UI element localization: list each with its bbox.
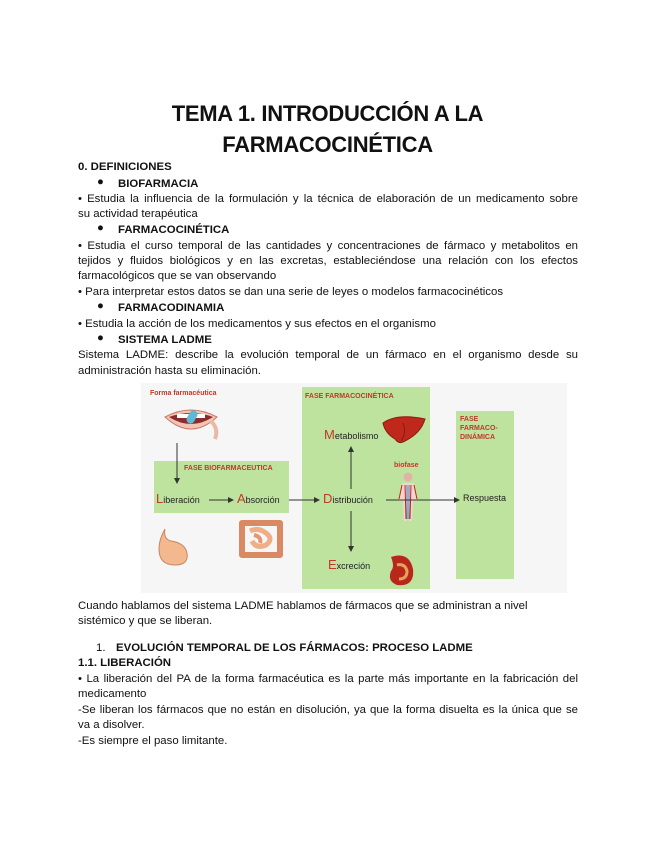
metabolismo-node: Metabolismo [324, 427, 379, 442]
biofase-label: biofase [394, 462, 419, 469]
ladme-diagram [141, 383, 567, 593]
liberacion-text-5: -Es siempre el paso limitante. [78, 735, 228, 747]
section-1-1-heading: 1.1. LIBERACIÓN [78, 657, 172, 669]
bullet: ● [97, 176, 104, 188]
liberacion-text-3: -Se liberan los fármacos que no están en disolución, ya que la forma disuelta es la única que se [78, 704, 578, 716]
farmacocinetica-heading: FARMACOCINÉTICA [118, 224, 230, 236]
excrecion-node: Excreción [328, 557, 371, 572]
respuesta-node: Respuesta [463, 493, 507, 503]
page-title: TEMA 1. INTRODUCCIÓN A LA FARMACOCINÉTICA [171, 101, 484, 157]
farmacodinamia-text-1: • Estudia la acción de los medicamentos y sus efectos en el organismo [78, 318, 436, 330]
farmacocinetica-text-4: • Para interpretar estos datos se dan una serie de leyes o modelos farmacocinéticos [78, 286, 504, 298]
distribucion-node: Distribución [323, 491, 373, 506]
farmacocinetica-text-3: farmacológicos que se van observando [78, 270, 277, 282]
after-figure-text-2: sistémico y que se liberan. [78, 615, 213, 627]
liberacion-text-4: va a disolver. [78, 719, 145, 731]
liberacion-text-2: medicamento [78, 688, 147, 700]
section-0-heading: 0. DEFINICIONES [78, 161, 172, 173]
biofarmacia-text-2: su actividad terapéutica [78, 208, 198, 220]
farmacodinamia-heading: FARMACODINAMIA [118, 302, 225, 314]
biofarmacia-heading: BIOFARMACIA [118, 178, 199, 190]
bullet: ● [97, 222, 104, 234]
fase-farmacodinamica-label: FASE FARMACO- DINÁMICA [460, 416, 498, 441]
fase-biofarmaceutica-label: FASE BIOFARMACEUTICA [184, 465, 273, 472]
section-1-heading: EVOLUCIÓN TEMPORAL DE LOS FÁRMACOS: PROCESO LADME [116, 642, 473, 654]
bullet: ● [97, 332, 104, 344]
ladme-text-1: Sistema LADME: describe la evolución temporal de un fármaco en el organismo desde su [78, 349, 578, 361]
forma-farmaceutica-label: Forma farmacéutica [150, 390, 217, 397]
absorcion-node: Absorción [237, 491, 280, 506]
liberacion-text-1: • La liberación del PA de la forma farmacéutica es la parte más importante en la fabricación del [78, 673, 578, 685]
ladme-text-2: administración hasta su eliminación. [78, 365, 261, 377]
section-1-number: 1. [96, 642, 106, 654]
after-figure-text-1: Cuando hablamos del sistema LADME hablamos de fármacos que se administran a nivel [78, 600, 528, 612]
farmacocinetica-text-2: tejidos y fluidos biológicos y en las excretas, estableciéndose una relación con los efectos [78, 255, 578, 267]
farmacocinetica-text-1: • Estudia el curso temporal de las cantidades y concentraciones de fármaco y metabolitos en [78, 240, 578, 252]
bullet: ● [97, 300, 104, 312]
liberacion-node: Liberación [156, 491, 200, 506]
fase-farmacocinetica-label: FASE FARMACOCINÉTICA [305, 393, 394, 400]
biofarmacia-text-1: • Estudia la influencia de la formulación y la técnica de elaboración de un medicamento sobre [78, 193, 578, 205]
ladme-heading: SISTEMA LADME [118, 334, 212, 346]
